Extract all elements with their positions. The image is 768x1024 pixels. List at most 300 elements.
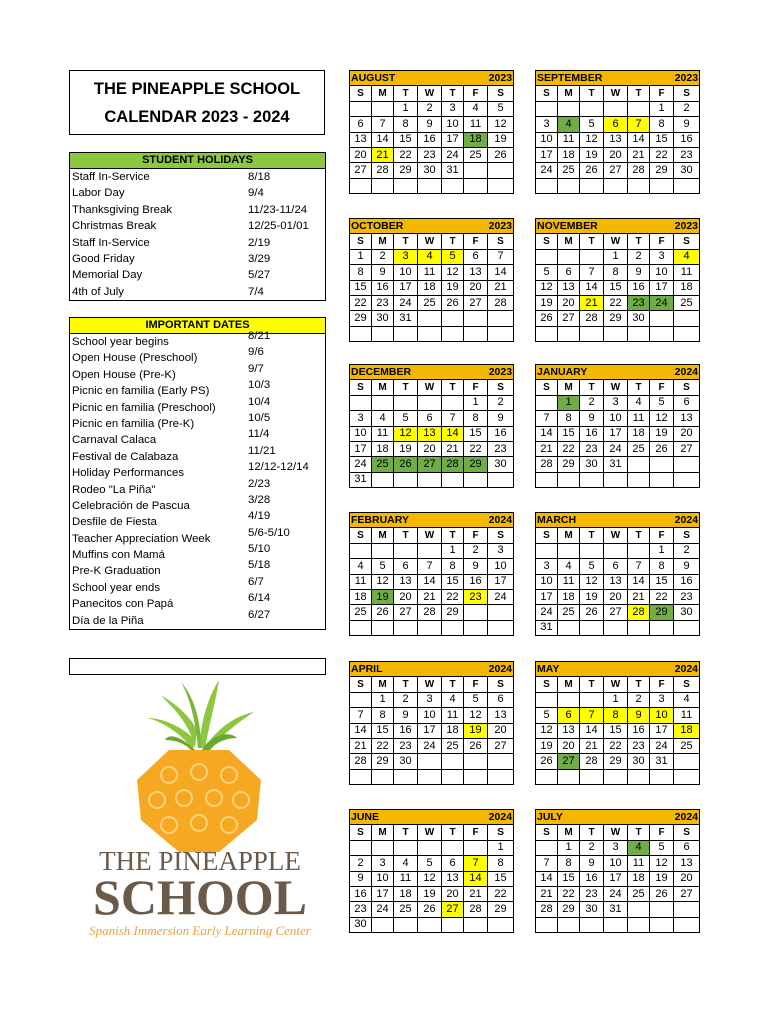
month-year: 2024 bbox=[442, 810, 514, 825]
day-cell bbox=[628, 472, 650, 487]
day-cell: 24 bbox=[604, 441, 628, 456]
day-cell: 3 bbox=[350, 411, 372, 426]
day-cell: 12 bbox=[372, 574, 394, 589]
calendar-title-box bbox=[69, 70, 325, 135]
day-cell: 21 bbox=[628, 147, 650, 162]
day-cell bbox=[394, 543, 418, 558]
month-year: 2024 bbox=[628, 365, 700, 380]
week-row bbox=[350, 620, 514, 635]
week-row bbox=[536, 163, 700, 178]
day-cell: 21 bbox=[442, 441, 464, 456]
weekday-label: W bbox=[418, 677, 442, 692]
day-cell: 21 bbox=[418, 589, 442, 604]
day-cell: 2 bbox=[580, 840, 604, 855]
day-cell: 8 bbox=[604, 265, 628, 280]
day-cell bbox=[418, 178, 442, 193]
day-cell bbox=[488, 769, 514, 784]
day-cell: 15 bbox=[604, 280, 628, 295]
day-cell bbox=[350, 620, 372, 635]
weekday-label: W bbox=[604, 528, 628, 543]
day-cell: 18 bbox=[558, 589, 580, 604]
month-name: JUNE bbox=[350, 810, 442, 825]
event-date: 11/23-11/24 bbox=[248, 203, 308, 216]
weekday-label: W bbox=[418, 234, 442, 249]
day-cell bbox=[394, 769, 418, 784]
day-cell bbox=[418, 620, 442, 635]
day-cell bbox=[604, 178, 628, 193]
day-cell bbox=[650, 326, 674, 341]
day-cell: 18 bbox=[442, 723, 464, 738]
weekday-label: W bbox=[604, 825, 628, 840]
day-cell: 2 bbox=[418, 101, 442, 116]
week-row bbox=[350, 411, 514, 426]
day-cell: 26 bbox=[394, 457, 418, 472]
day-cell bbox=[558, 769, 580, 784]
list-item bbox=[70, 411, 325, 432]
day-cell: 9 bbox=[394, 708, 418, 723]
day-cell: 7 bbox=[536, 411, 558, 426]
day-cell: 6 bbox=[604, 117, 628, 132]
day-cell bbox=[394, 178, 418, 193]
weekday-label: S bbox=[536, 677, 558, 692]
day-cell: 14 bbox=[536, 426, 558, 441]
day-cell: 9 bbox=[350, 871, 372, 886]
day-cell bbox=[350, 178, 372, 193]
weekday-label: F bbox=[650, 234, 674, 249]
weekday-label: F bbox=[464, 825, 488, 840]
event-date: 2/23 bbox=[248, 477, 271, 490]
day-cell: 28 bbox=[372, 163, 394, 178]
week-row bbox=[536, 871, 700, 886]
day-cell: 29 bbox=[488, 902, 514, 917]
list-item bbox=[70, 493, 325, 514]
week-row bbox=[350, 472, 514, 487]
weekday-label: W bbox=[604, 234, 628, 249]
day-cell: 25 bbox=[558, 163, 580, 178]
event-name: Picnic en familia (Preschool) bbox=[72, 401, 216, 414]
day-cell: 22 bbox=[394, 147, 418, 162]
day-cell bbox=[350, 326, 372, 341]
week-row bbox=[536, 886, 700, 901]
event-date: 10/5 bbox=[248, 411, 271, 424]
day-cell: 8 bbox=[464, 411, 488, 426]
weekday-label: F bbox=[650, 825, 674, 840]
day-cell: 27 bbox=[394, 605, 418, 620]
day-cell: 3 bbox=[488, 543, 514, 558]
week-row bbox=[350, 738, 514, 753]
day-cell bbox=[372, 101, 394, 116]
day-cell bbox=[536, 840, 558, 855]
day-cell: 29 bbox=[372, 754, 394, 769]
week-row bbox=[536, 769, 700, 784]
day-cell: 24 bbox=[488, 589, 514, 604]
day-cell: 10 bbox=[650, 265, 674, 280]
day-cell: 11 bbox=[418, 265, 442, 280]
day-cell: 5 bbox=[580, 117, 604, 132]
day-cell bbox=[628, 457, 650, 472]
weekday-label: S bbox=[350, 380, 372, 395]
weekday-label: M bbox=[558, 677, 580, 692]
day-cell bbox=[674, 457, 700, 472]
day-cell: 17 bbox=[536, 589, 558, 604]
event-date: 5/10 bbox=[248, 543, 271, 556]
day-cell: 16 bbox=[674, 132, 700, 147]
day-cell: 30 bbox=[394, 754, 418, 769]
day-cell: 19 bbox=[418, 886, 442, 901]
day-cell bbox=[442, 311, 464, 326]
day-cell: 12 bbox=[650, 411, 674, 426]
weekday-label: T bbox=[628, 528, 650, 543]
day-cell: 3 bbox=[536, 117, 558, 132]
day-cell: 7 bbox=[580, 708, 604, 723]
weekday-label: M bbox=[372, 825, 394, 840]
weekday-label: S bbox=[536, 825, 558, 840]
weekday-label: W bbox=[418, 86, 442, 101]
day-cell: 21 bbox=[350, 738, 372, 753]
weekday-label: S bbox=[488, 528, 514, 543]
day-cell bbox=[372, 917, 394, 932]
day-cell: 18 bbox=[464, 132, 488, 147]
day-cell: 12 bbox=[464, 708, 488, 723]
week-row bbox=[536, 280, 700, 295]
event-name: Teacher Appreciation Week bbox=[72, 532, 211, 545]
day-cell: 26 bbox=[650, 441, 674, 456]
weekday-label: T bbox=[580, 86, 604, 101]
day-cell bbox=[442, 326, 464, 341]
month-calendar-january bbox=[535, 364, 700, 488]
day-cell bbox=[442, 178, 464, 193]
day-cell: 16 bbox=[464, 574, 488, 589]
day-cell: 30 bbox=[628, 754, 650, 769]
day-cell: 13 bbox=[604, 574, 628, 589]
day-cell: 12 bbox=[442, 265, 464, 280]
weekday-label: M bbox=[558, 234, 580, 249]
day-cell bbox=[536, 101, 558, 116]
day-cell bbox=[558, 326, 580, 341]
day-cell: 24 bbox=[418, 738, 442, 753]
day-cell: 13 bbox=[418, 426, 442, 441]
day-cell bbox=[674, 902, 700, 917]
day-cell: 26 bbox=[418, 902, 442, 917]
day-cell: 26 bbox=[464, 738, 488, 753]
day-cell: 22 bbox=[372, 738, 394, 753]
day-cell: 1 bbox=[442, 543, 464, 558]
day-cell: 2 bbox=[350, 856, 372, 871]
day-cell: 23 bbox=[350, 902, 372, 917]
day-cell bbox=[394, 326, 418, 341]
day-cell: 15 bbox=[394, 132, 418, 147]
day-cell: 15 bbox=[350, 280, 372, 295]
day-cell bbox=[536, 178, 558, 193]
day-cell bbox=[558, 917, 580, 932]
day-cell: 21 bbox=[580, 295, 604, 310]
day-cell: 1 bbox=[650, 543, 674, 558]
day-cell bbox=[604, 101, 628, 116]
day-cell: 13 bbox=[442, 871, 464, 886]
day-cell bbox=[650, 472, 674, 487]
weekday-label: S bbox=[488, 234, 514, 249]
day-cell: 5 bbox=[536, 708, 558, 723]
week-row bbox=[536, 605, 700, 620]
day-cell: 12 bbox=[394, 426, 418, 441]
day-cell: 27 bbox=[488, 738, 514, 753]
event-date: 9/6 bbox=[248, 346, 264, 359]
day-cell: 2 bbox=[580, 395, 604, 410]
pineapple-fruit-icon bbox=[137, 750, 261, 852]
day-cell: 30 bbox=[580, 902, 604, 917]
day-cell: 13 bbox=[604, 132, 628, 147]
weekday-label: F bbox=[464, 86, 488, 101]
day-cell: 24 bbox=[650, 295, 674, 310]
day-cell: 19 bbox=[580, 147, 604, 162]
day-cell bbox=[464, 840, 488, 855]
event-name: Picnic en familia (Early PS) bbox=[72, 385, 210, 398]
month-year: 2024 bbox=[628, 513, 700, 528]
day-cell: 21 bbox=[372, 147, 394, 162]
day-cell bbox=[442, 769, 464, 784]
day-cell bbox=[674, 326, 700, 341]
day-cell: 4 bbox=[628, 840, 650, 855]
month-calendar-april bbox=[349, 661, 514, 785]
weekday-label: W bbox=[604, 677, 628, 692]
day-cell: 21 bbox=[464, 886, 488, 901]
day-cell: 8 bbox=[558, 856, 580, 871]
day-cell: 23 bbox=[674, 589, 700, 604]
logo-text-line2: SCHOOL bbox=[93, 869, 307, 925]
day-cell: 20 bbox=[418, 441, 442, 456]
day-cell bbox=[674, 620, 700, 635]
weekday-label: F bbox=[650, 86, 674, 101]
list-item bbox=[70, 169, 325, 185]
day-cell bbox=[372, 543, 394, 558]
week-row bbox=[536, 692, 700, 707]
day-cell: 9 bbox=[674, 117, 700, 132]
day-cell: 15 bbox=[558, 426, 580, 441]
list-item bbox=[70, 559, 325, 579]
day-cell: 16 bbox=[628, 723, 650, 738]
month-name: NOVEMBER bbox=[536, 219, 628, 234]
week-row bbox=[536, 840, 700, 855]
day-cell: 2 bbox=[488, 395, 514, 410]
day-cell bbox=[604, 472, 628, 487]
day-cell: 8 bbox=[350, 265, 372, 280]
day-cell: 10 bbox=[650, 708, 674, 723]
day-cell: 27 bbox=[674, 886, 700, 901]
day-cell: 11 bbox=[628, 411, 650, 426]
logo-text-line1: THE PINEAPPLE bbox=[99, 846, 301, 876]
day-cell bbox=[488, 163, 514, 178]
day-cell bbox=[442, 917, 464, 932]
day-cell: 4 bbox=[350, 559, 372, 574]
day-cell: 10 bbox=[536, 132, 558, 147]
event-date: 10/3 bbox=[248, 379, 271, 392]
day-cell: 14 bbox=[442, 426, 464, 441]
day-cell: 20 bbox=[464, 280, 488, 295]
day-cell: 8 bbox=[372, 708, 394, 723]
week-row bbox=[536, 441, 700, 456]
day-cell bbox=[628, 769, 650, 784]
day-cell: 29 bbox=[350, 311, 372, 326]
event-name: Labor Day bbox=[72, 187, 125, 200]
day-cell: 7 bbox=[418, 559, 442, 574]
day-cell: 11 bbox=[464, 117, 488, 132]
week-row bbox=[350, 723, 514, 738]
day-cell: 13 bbox=[674, 856, 700, 871]
day-cell: 4 bbox=[558, 117, 580, 132]
day-cell bbox=[394, 840, 418, 855]
weekday-label: M bbox=[372, 528, 394, 543]
day-cell: 19 bbox=[580, 589, 604, 604]
week-row bbox=[350, 178, 514, 193]
day-cell: 27 bbox=[558, 754, 580, 769]
weekday-label: S bbox=[674, 86, 700, 101]
day-cell: 10 bbox=[442, 117, 464, 132]
event-name: Good Friday bbox=[72, 252, 135, 265]
day-cell: 27 bbox=[442, 902, 464, 917]
week-row bbox=[350, 856, 514, 871]
week-row bbox=[350, 769, 514, 784]
list-item bbox=[70, 477, 325, 498]
day-cell: 12 bbox=[536, 280, 558, 295]
day-cell: 24 bbox=[372, 902, 394, 917]
day-cell: 23 bbox=[464, 589, 488, 604]
day-cell: 10 bbox=[372, 871, 394, 886]
day-cell: 23 bbox=[372, 295, 394, 310]
month-year: 2024 bbox=[628, 662, 700, 677]
event-date: 12/12-12/14 bbox=[248, 461, 309, 474]
weekday-label: T bbox=[580, 677, 604, 692]
weekday-label: F bbox=[650, 677, 674, 692]
day-cell: 12 bbox=[580, 132, 604, 147]
day-cell: 28 bbox=[464, 902, 488, 917]
day-cell: 5 bbox=[464, 692, 488, 707]
day-cell: 16 bbox=[488, 426, 514, 441]
day-cell: 1 bbox=[394, 101, 418, 116]
day-cell bbox=[536, 543, 558, 558]
day-cell: 11 bbox=[372, 426, 394, 441]
weekday-label: M bbox=[372, 234, 394, 249]
day-cell: 17 bbox=[350, 441, 372, 456]
day-cell: 1 bbox=[350, 249, 372, 264]
day-cell bbox=[536, 917, 558, 932]
day-cell: 10 bbox=[488, 559, 514, 574]
list-item bbox=[70, 608, 325, 629]
day-cell: 5 bbox=[418, 856, 442, 871]
day-cell: 20 bbox=[442, 886, 464, 901]
day-cell: 7 bbox=[628, 117, 650, 132]
day-cell: 26 bbox=[536, 311, 558, 326]
day-cell: 30 bbox=[628, 311, 650, 326]
day-cell: 17 bbox=[372, 886, 394, 901]
day-cell: 22 bbox=[442, 589, 464, 604]
day-cell: 22 bbox=[558, 886, 580, 901]
event-name: Open House (Pre-K) bbox=[72, 368, 176, 381]
day-cell bbox=[650, 917, 674, 932]
event-name: Celebración de Pascua bbox=[72, 499, 190, 512]
week-row bbox=[536, 426, 700, 441]
day-cell bbox=[350, 692, 372, 707]
day-cell: 2 bbox=[372, 249, 394, 264]
day-cell bbox=[418, 917, 442, 932]
day-cell: 14 bbox=[464, 871, 488, 886]
day-cell: 20 bbox=[394, 589, 418, 604]
week-row bbox=[536, 723, 700, 738]
day-cell: 8 bbox=[442, 559, 464, 574]
day-cell bbox=[372, 326, 394, 341]
weekday-label: S bbox=[674, 677, 700, 692]
week-row bbox=[350, 280, 514, 295]
day-cell: 30 bbox=[674, 605, 700, 620]
day-cell: 11 bbox=[628, 856, 650, 871]
weekday-label: F bbox=[464, 380, 488, 395]
day-cell: 20 bbox=[604, 147, 628, 162]
day-cell bbox=[418, 543, 442, 558]
day-cell: 5 bbox=[536, 265, 558, 280]
day-cell: 5 bbox=[372, 559, 394, 574]
logo-tagline: Spanish Immersion Early Learning Center bbox=[89, 923, 311, 938]
month-calendar-october bbox=[349, 218, 514, 342]
day-cell: 26 bbox=[536, 754, 558, 769]
event-name: Staff In-Service bbox=[72, 171, 150, 183]
weekday-label: T bbox=[628, 86, 650, 101]
day-cell: 9 bbox=[418, 117, 442, 132]
day-cell: 27 bbox=[418, 457, 442, 472]
week-row bbox=[350, 311, 514, 326]
weekday-label: W bbox=[418, 825, 442, 840]
week-row bbox=[350, 249, 514, 264]
day-cell: 4 bbox=[418, 249, 442, 264]
day-cell: 1 bbox=[372, 692, 394, 707]
day-cell: 17 bbox=[604, 426, 628, 441]
day-cell: 27 bbox=[674, 441, 700, 456]
day-cell: 2 bbox=[674, 101, 700, 116]
day-cell: 24 bbox=[536, 163, 558, 178]
day-cell: 4 bbox=[464, 101, 488, 116]
weekday-label: S bbox=[674, 825, 700, 840]
week-row bbox=[350, 840, 514, 855]
day-cell: 11 bbox=[558, 574, 580, 589]
month-name: DECEMBER bbox=[350, 365, 442, 380]
day-cell bbox=[558, 543, 580, 558]
day-cell bbox=[464, 769, 488, 784]
day-cell bbox=[628, 101, 650, 116]
weekday-label: S bbox=[350, 234, 372, 249]
weekday-label: S bbox=[488, 825, 514, 840]
day-cell bbox=[580, 326, 604, 341]
weekday-label: T bbox=[394, 234, 418, 249]
event-date: 11/21 bbox=[248, 444, 276, 457]
month-name: JULY bbox=[536, 810, 628, 825]
weekday-label: T bbox=[442, 380, 464, 395]
day-cell: 18 bbox=[394, 886, 418, 901]
day-cell: 22 bbox=[558, 441, 580, 456]
day-cell: 16 bbox=[350, 886, 372, 901]
day-cell: 27 bbox=[350, 163, 372, 178]
month-calendar-december bbox=[349, 364, 514, 488]
week-row bbox=[350, 543, 514, 558]
day-cell bbox=[536, 249, 558, 264]
weekday-label: S bbox=[674, 380, 700, 395]
week-row bbox=[536, 574, 700, 589]
day-cell bbox=[628, 902, 650, 917]
week-row bbox=[536, 738, 700, 753]
day-cell bbox=[558, 620, 580, 635]
day-cell: 3 bbox=[442, 101, 464, 116]
event-date: 5/18 bbox=[248, 559, 271, 572]
week-row bbox=[350, 147, 514, 162]
month-calendar-march bbox=[535, 512, 700, 636]
week-row bbox=[536, 856, 700, 871]
